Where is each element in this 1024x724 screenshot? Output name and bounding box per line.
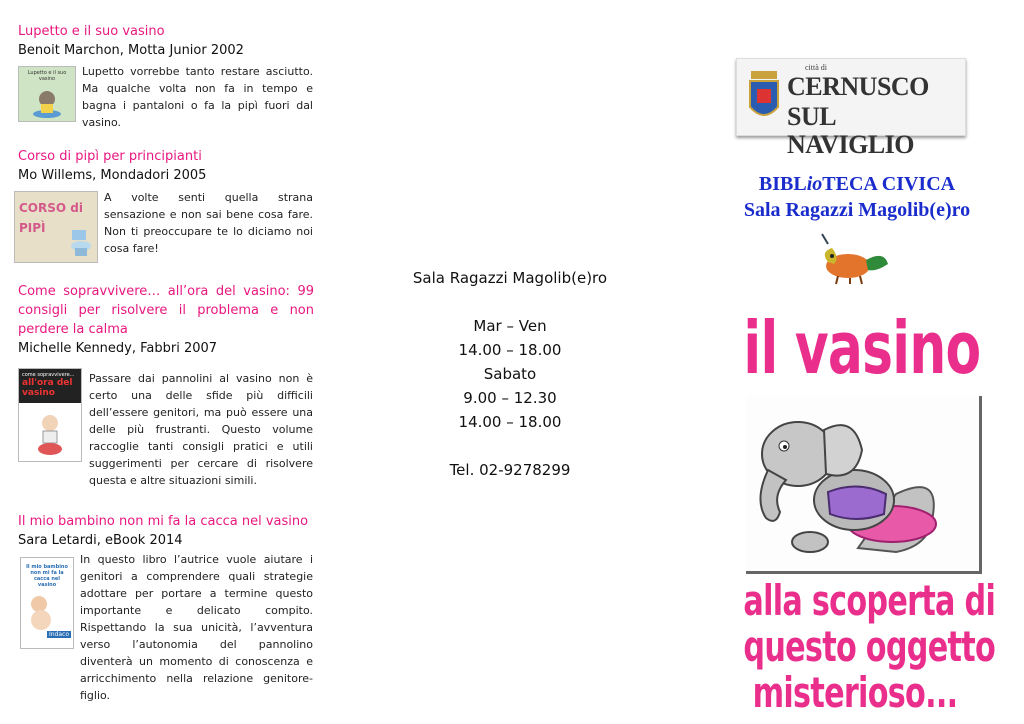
library-name-italic: io bbox=[806, 173, 823, 195]
book-author: Mo Willems, Mondadori 2005 bbox=[18, 168, 207, 183]
book-4 bbox=[18, 512, 328, 550]
book-title: Lupetto e il suo vasino bbox=[18, 24, 165, 39]
room-name: Sala Ragazzi Magolib(e)ro bbox=[412, 269, 608, 287]
book-author: Michelle Kennedy, Fabbri 2007 bbox=[18, 341, 218, 356]
cover-title: Lupetto e il suo vasino bbox=[27, 70, 67, 82]
library-name bbox=[712, 170, 1002, 198]
city-crest-icon bbox=[747, 69, 781, 125]
main-title: il vasino bbox=[743, 306, 981, 390]
cover-title: all'ora del vasino bbox=[22, 378, 73, 398]
cover-title: CORSO di PIPÌ bbox=[19, 201, 83, 235]
child-on-potty-illustration bbox=[19, 403, 81, 461]
city-logo bbox=[736, 58, 966, 159]
dragon-mascot-icon bbox=[818, 232, 890, 286]
book-author: Sara Letardi, eBook 2014 bbox=[18, 533, 183, 548]
book-cover-4 bbox=[20, 557, 74, 649]
weekday-hours: 14.00 – 18.00 bbox=[458, 341, 562, 359]
book-description: A volte senti quella strana sensazione e non sai bene cosa fare. Non ti preoccupare te lo diciamo noi cosa fare! bbox=[104, 191, 313, 255]
book-cover-1 bbox=[18, 66, 76, 122]
book-cover-2 bbox=[14, 191, 98, 263]
subtitle-line-1: alla scoperta di bbox=[743, 576, 996, 625]
library-name-prefix: BIBL bbox=[758, 173, 807, 195]
wolf-illustration bbox=[19, 82, 75, 120]
book-description: Lupetto vorrebbe tanto restare asciutto. Ma qualche volta non fa in tempo e bagna i pantaloni o fa la pipì fuori dal vasino. bbox=[82, 65, 313, 129]
logo-small-text: città di bbox=[805, 63, 827, 72]
weekday-days: Mar – Ven bbox=[473, 317, 547, 335]
book-2 bbox=[18, 147, 314, 185]
toilet-illustration bbox=[69, 228, 93, 258]
logo-line-2: SUL NAVIGLIO bbox=[787, 102, 915, 159]
book-1 bbox=[18, 22, 314, 60]
baby-illustration bbox=[21, 588, 73, 632]
book-3 bbox=[18, 282, 314, 358]
book-title: Corso di pipì per principianti bbox=[18, 149, 202, 164]
book-description: In questo libro l’autrice vuole aiutare i genitori a comprendere quali strategie adottare per portare a termine questo importante e delicato compito. Rispettando la sua unicità, l’avventura verso l’autonomia del pannolino diventerà un momento di conoscenza e arricchimento nella relazione genitore-figlio. bbox=[80, 553, 313, 702]
saturday-label: Sabato bbox=[483, 365, 537, 383]
library-room: Sala Ragazzi Magolib(e)ro bbox=[743, 199, 971, 221]
elephant-illustration bbox=[746, 396, 982, 574]
book-title: Come sopravvivere… all’ora del vasino: 99 consigli per risolvere il problema e non perdere la calma bbox=[18, 284, 314, 337]
library-name-suffix: TECA CIVICA bbox=[822, 173, 956, 195]
elephant-on-potty-icon bbox=[746, 396, 978, 570]
cover-title: Il mio bambino non mi fa la cacca nel vasino bbox=[26, 564, 68, 588]
opening-hours bbox=[380, 266, 640, 482]
saturday-morning-hours: 9.00 – 12.30 bbox=[463, 389, 557, 407]
saturday-afternoon-hours: 14.00 – 18.00 bbox=[458, 413, 562, 431]
book-description: Passare dai pannolini al vasino non è certo una delle sfide più difficili dell’essere genitori, ma può essere una delle più frustranti. Questo volume raccoglie tanti consigli pratici e utili suggerimenti per cercare di risolvere questa e altre situazioni simili. bbox=[89, 372, 313, 487]
subtitle-line-2: questo oggetto bbox=[743, 622, 996, 671]
phone-number: Tel. 02-9278299 bbox=[449, 461, 571, 479]
book-title: Il mio bambino non mi fa la cacca nel vasino bbox=[18, 514, 309, 529]
subtitle-line-3: misterioso... bbox=[752, 668, 958, 717]
cover-subtitle: come sopravvivere... bbox=[22, 372, 75, 378]
book-cover-3 bbox=[18, 368, 82, 462]
book-author: Benoit Marchon, Motta Junior 2002 bbox=[18, 43, 244, 58]
logo-line-1: CERNUSCO bbox=[787, 72, 929, 101]
cover-brand: Indaco bbox=[48, 631, 69, 638]
